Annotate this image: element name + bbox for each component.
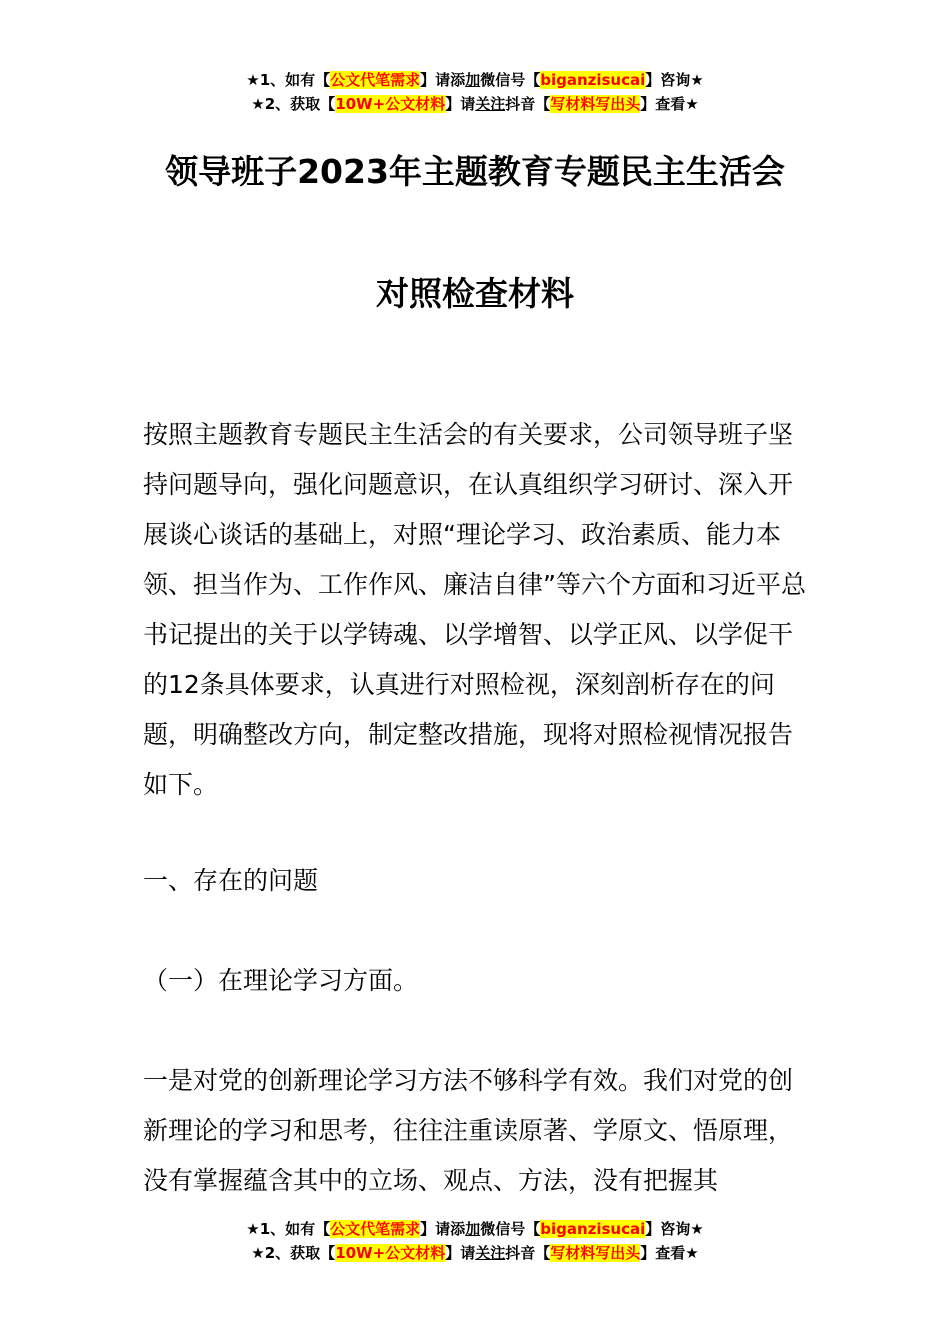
banner-highlight: 写材料写出头 [550,95,641,113]
banner-highlight: 公文代笔需求 [330,71,421,89]
banner-highlight: 公文代笔需求 [330,1220,421,1238]
banner-highlight: biganzisucai [540,1220,646,1238]
document-title-line-1: 领导班子2023年主题教育专题民主生活会 [165,152,785,191]
footer-banner [0,1217,950,1265]
subsection-heading: （一）在理论学习方面。 [143,966,419,995]
banner-highlight: 10W+公文材料 [335,95,446,113]
intro-paragraph: 按照主题教育专题民主生活会的有关要求，公司领导班子坚持问题导向，强化问题意识，在认真组织学习研讨、深入开展谈心谈话的基础上，对照“理论学习、政治素质、能力本领、担当作为、工作作风、廉洁自律”等六个方面和习近平总书记提出的关于以学铸魂、以学增智、以学正风、以学促干的12条具体要求，认真进行对照检视，深刻剖析存在的问题，明确整改方向，制定整改措施，现将对照检视情况报告如下。 [143,420,806,799]
body-paragraph: 一是对党的创新理论学习方法不够科学有效。我们对党的创新理论的学习和思考，往往注重读原著、学原文、悟原理，没有掌握蕴含其中的立场、观点、方法，没有把握其 [143,1066,794,1195]
banner-highlight: 写材料写出头 [550,1244,641,1262]
banner-line-1: ★1、如有【公文代笔需求】请添加微信号【biganzisucai】咨询★ [246,1220,704,1238]
banner-highlight: 10W+公文材料 [335,1244,446,1262]
banner-line-2: ★2、获取【10W+公文材料】请关注抖音【写材料写出头】查看★ [251,1244,699,1262]
section-heading: 一、存在的问题 [143,866,319,895]
banner-highlight: biganzisucai [540,71,646,89]
header-banner [0,68,950,116]
document-title-line-2: 对照检查材料 [376,274,574,313]
banner-line-2: ★2、获取【10W+公文材料】请关注抖音【写材料写出头】查看★ [251,95,699,113]
banner-line-1: ★1、如有【公文代笔需求】请添加微信号【biganzisucai】咨询★ [246,71,704,89]
